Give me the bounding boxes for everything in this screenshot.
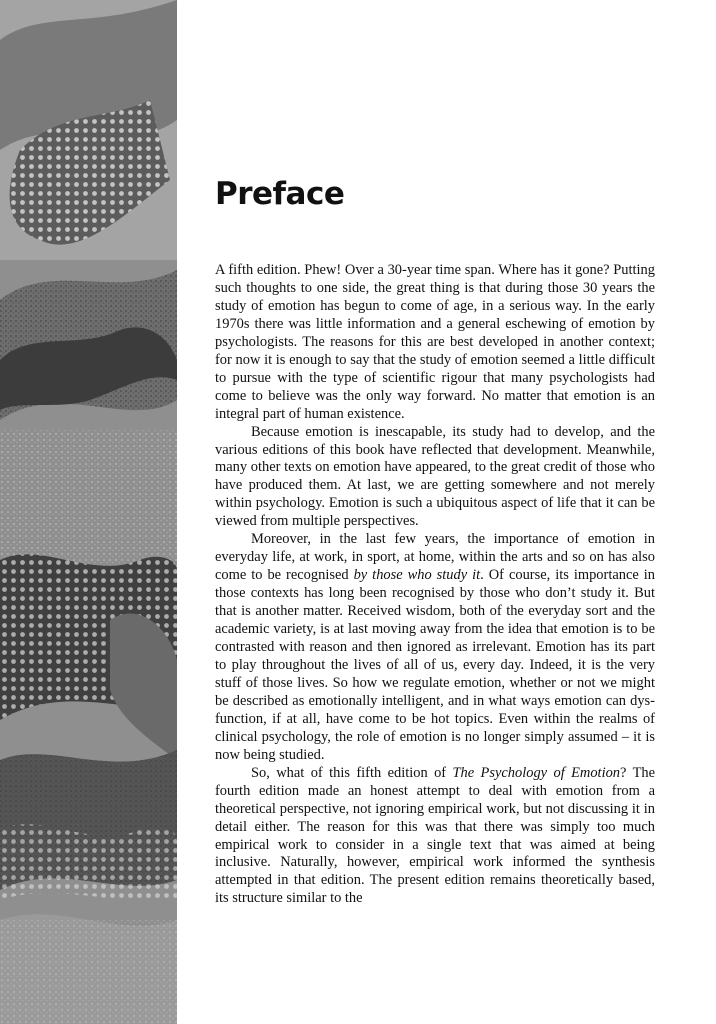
paragraph-3-text-start: Moreover, in the last few years, the importance of emotion in everyday life, at work, in sport, at home, within the arts and so on has also come to be recognised <box>215 531 655 584</box>
paragraph-3-italic-phrase: by those who study it <box>353 567 481 584</box>
paragraph-1 <box>215 262 655 424</box>
paragraph-3 <box>215 531 655 764</box>
aboriginal-dot-art-image <box>0 0 177 1024</box>
paragraph-4 <box>215 765 655 909</box>
paragraph-3-text-end: . Of course, its importance in those contexts has long been recognised by those who don’t study it. But that is another matter. Received wisdom, both of the everyday sort and the academic variety, is at last moving away from the idea that emotion is to be contrasted with reason and then ignored as irrelevant. Emotion has its part to play throughout the lives of all of us, every day. Indeed, it is the very stuff of those lives. So how we regulate emotion, whether or not we might be described as emotionally intelligent, and in what ways emotion can dys-function, if at all, have come to be hot topics. Even within the realms of clinical psychology, the role of emotion is no longer simply assumed – it is now being studied. <box>215 567 655 763</box>
paragraph-2 <box>215 424 655 532</box>
paragraph-4-text-end: ? The fourth edition made an honest attempt to deal with emotion from a theoretical perspective, not ignoring empirical work, but not discussing it in detail either. The reason for this was that there was simply too much empirical work to consider in a single text that was aimed at being inclusive. Naturally, however, empirical work informed the synthesis attempted in that edition. The present edition remains theoretically based, its structure similar to the <box>215 764 656 907</box>
page-title: Preface <box>215 176 345 212</box>
paragraph-2-text: Because emotion is inescapable, its study had to develop, and the various editions of this book have reflected that development. Meanwhile, many other texts on emotion have appeared, to the great credit of those who have produced them. At last, we are getting somewhere and not merely within psychology. Emotion is such a ubiquitous aspect of life that it can be viewed from multiple perspectives. <box>215 423 655 530</box>
decorative-side-artwork <box>0 0 177 1024</box>
paragraph-1-text: A fifth edition. Phew! Over a 30-year time span. Where has it gone? Putting such thoughts to one side, the great thing is that during those 30 years the study of emotion has begun to come of age, in a serious way. In the early 1970s there was little information and a general eschewing of emotion by psychologists. The reasons for this are best developed in another context; for now it is enough to say that the study of emotion seemed a little difficult to pursue with the type of scientific rigour that many psychologists had come to believe was the only way forward. No matter that emotion is an integral part of human existence. <box>215 262 655 422</box>
book-title-italic: The Psychology of Emotion <box>452 764 621 781</box>
preface-body <box>215 262 655 908</box>
paragraph-4-text-start: So, what of this fifth edition of <box>251 764 453 781</box>
